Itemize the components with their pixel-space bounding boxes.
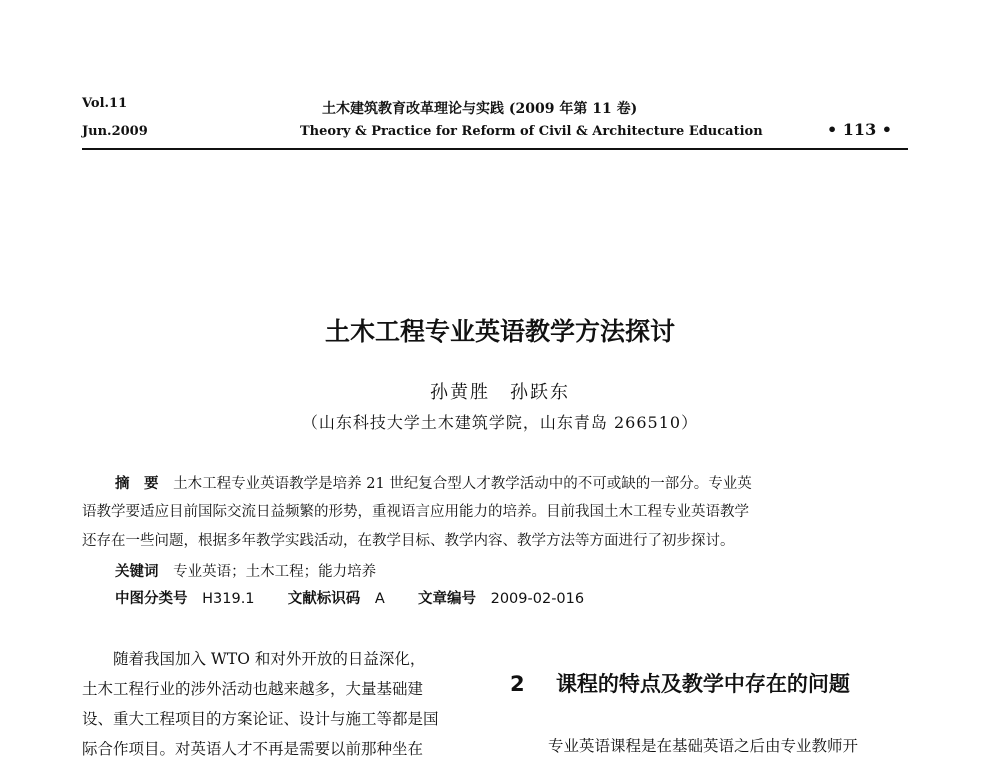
clc-value: H319.1	[202, 591, 255, 607]
body-line-1: 随着我国加入 WTO 和对外开放的日益深化，	[82, 650, 426, 668]
abstract-line-3: 还存在一些问题，根据多年教学实践活动，在教学目标、教学内容、教学方法等方面进行了初步探讨。	[82, 533, 735, 549]
article-no-value: 2009-02-016	[490, 591, 585, 607]
abstract-text-1: 土木工程专业英语教学是培养 21 世纪复合型人才教学活动中的不可或缺的一部分。专业英	[173, 476, 752, 492]
abstract-line-1	[82, 472, 908, 493]
clc-label: 中图分类号	[115, 591, 188, 607]
journal-title-cn: 土木建筑教育改革理论与实践 (2009 年第 11 卷)	[322, 101, 638, 117]
article-authors: 孙黄胜 孙跃东	[430, 382, 570, 403]
classification-row	[115, 587, 584, 608]
doc-code-label: 文献标识码	[287, 591, 361, 607]
article-title: 土木工程专业英语教学方法探讨	[324, 317, 675, 346]
journal-title-en: Theory & Practice for Reform of Civil & Architecture Education	[300, 124, 763, 139]
abstract-label: 摘 要	[115, 475, 159, 492]
doc-code-value: A	[374, 591, 385, 607]
page-number: • 113 •	[827, 120, 892, 139]
header-rule	[82, 148, 908, 150]
author-affiliation: （山东科技大学土木建筑学院，山东青岛 266510）	[301, 413, 699, 432]
body-line-3: 设、重大工程项目的方案论证、设计与施工等都是国	[82, 710, 439, 728]
right-body-line-1: 专业英语课程是在基础英语之后由专业教师开	[548, 737, 859, 755]
section-title: 课程的特点及教学中存在的问题	[555, 672, 850, 696]
keywords-value: 专业英语；土木工程；能力培养	[173, 564, 377, 580]
keywords-label: 关键词	[115, 564, 159, 580]
article-no-label: 文章编号	[418, 591, 476, 607]
volume-label: Vol.11	[82, 96, 128, 111]
keywords-row	[115, 560, 376, 581]
section-number: 2	[510, 672, 525, 696]
body-line-2: 土木工程行业的涉外活动也越来越多，大量基础建	[82, 680, 424, 698]
body-line-4: 际合作项目。对英语人才不再是需要以前那种坐在	[82, 740, 424, 758]
issue-date: Jun.2009	[82, 124, 148, 139]
abstract-line-2: 语教学要适应目前国际交流日益频繁的形势，重视语言应用能力的培养。目前我国土木工程专业英语教学	[82, 504, 749, 520]
section-heading	[510, 668, 850, 698]
